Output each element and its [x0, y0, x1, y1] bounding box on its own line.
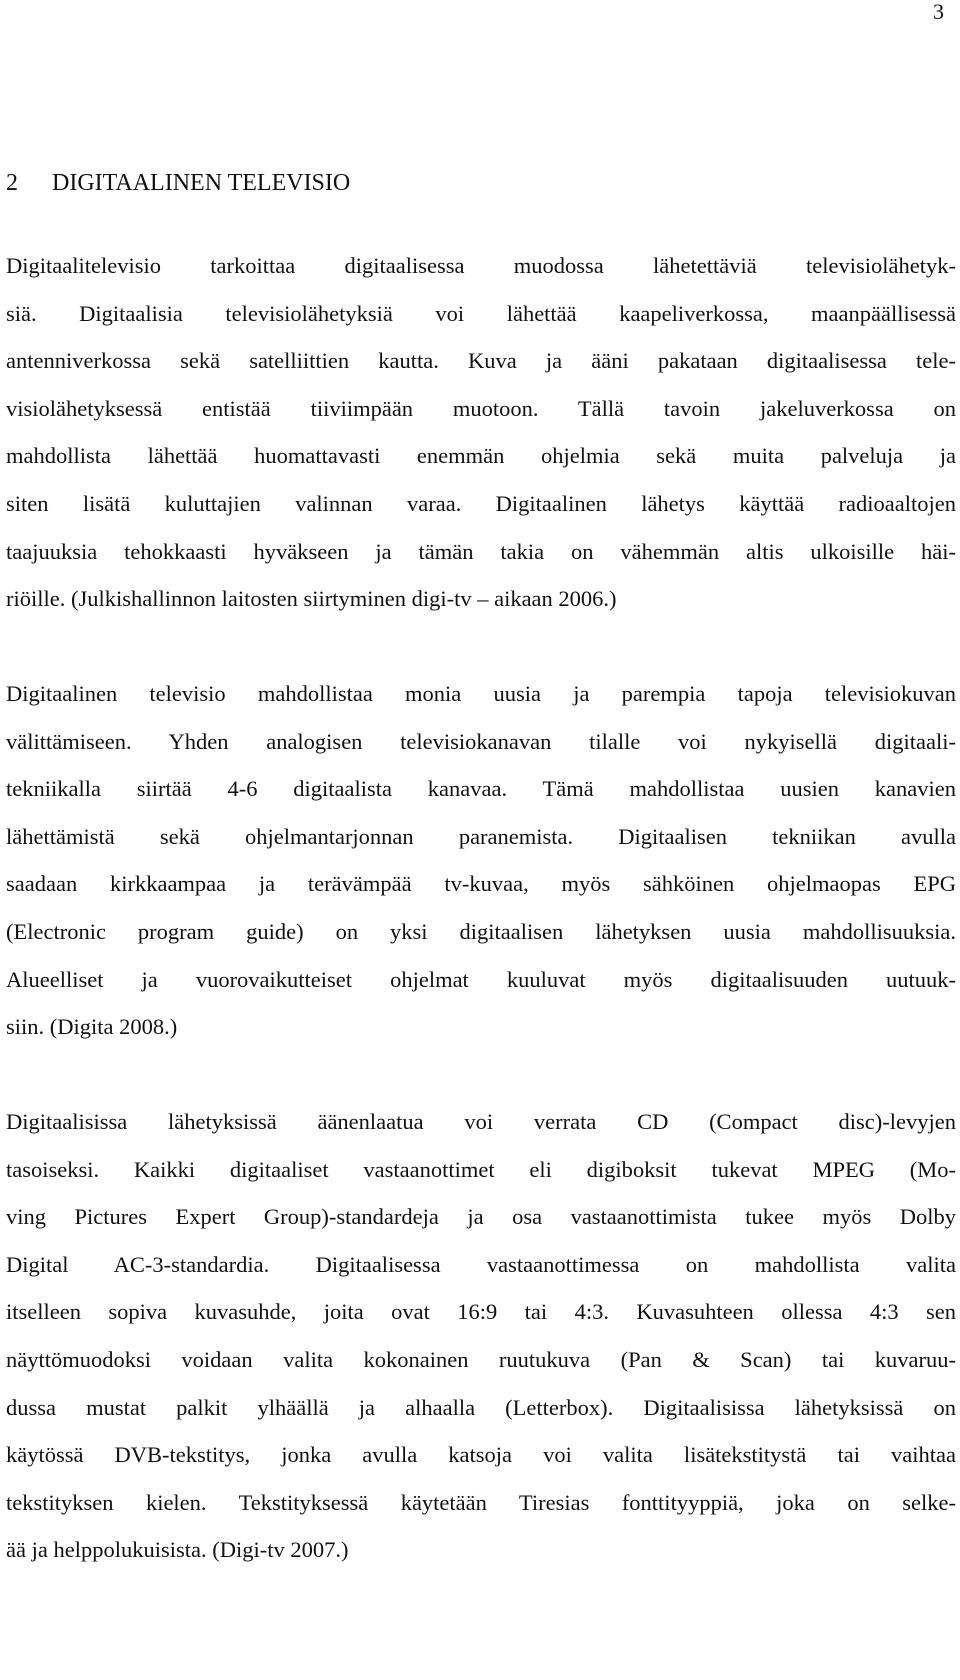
text-line: tekstityksen kielen. Tekstityksessä käytetään Tiresias fonttityyppiä, joka on selke-	[6, 1489, 956, 1515]
text-line: siä. Digitaalisia televisiolähetyksiä voi lähettää kaapeliverkossa, maanpäällisessä	[6, 300, 956, 326]
text-line: Digitaalinen televisio mahdollistaa monia uusia ja parempia tapoja televisiokuvan	[6, 681, 956, 706]
text-line: tekniikalla siirtää 4-6 digitaalista kanavaa. Tämä mahdollistaa uusien kanavien	[6, 776, 956, 802]
paragraph-3	[6, 1098, 956, 1574]
text-line: ää ja helppolukuisista. (Digi-tv 2007.)	[6, 1537, 349, 1563]
text-line: ving Pictures Expert Group)-standardeja ja osa vastaanottimista tukee myös Dolby	[6, 1204, 956, 1230]
paragraph-1	[6, 242, 956, 623]
text-line: siin. (Digita 2008.)	[6, 1014, 178, 1040]
text-line: visiolähetyksessä entistää tiiviimpään muotoon. Tällä tavoin jakeluverkossa on	[6, 395, 956, 421]
text-line: mahdollista lähettää huomattavasti enemmän ohjelmia sekä muita palveluja ja	[6, 443, 956, 469]
text-line: siten lisätä kuluttajien valinnan varaa. Digitaalinen lähetys käyttää radioaaltojen	[6, 490, 956, 516]
section-number: 2	[6, 170, 18, 196]
text-line: antenniverkossa sekä satelliittien kautta. Kuva ja ääni pakataan digitaalisessa tele-	[6, 348, 956, 374]
text-line: näyttömuodoksi voidaan valita kokonainen ruutukuva (Pan & Scan) tai kuvaruu-	[6, 1346, 956, 1372]
text-line: Digital AC-3-standardia. Digitaalisessa vastaanottimessa on mahdollista valita	[6, 1251, 956, 1277]
text-line: itselleen sopiva kuvasuhde, joita ovat 16:9 tai 4:3. Kuvasuhteen ollessa 4:3 sen	[6, 1299, 956, 1325]
text-line: tasoiseksi. Kaikki digitaaliset vastaanottimet eli digiboksit tukevat MPEG (Mo-	[6, 1156, 956, 1182]
text-line: riöille. (Julkishallinnon laitosten siirtyminen digi-tv – aikaan 2006.)	[6, 586, 617, 612]
text-line: Alueelliset ja vuorovaikutteiset ohjelmat kuuluvat myös digitaalisuuden uutuuk-	[6, 966, 956, 992]
text-line: käytössä DVB-tekstitys, jonka avulla katsoja voi valita lisätekstitystä tai vaihtaa	[6, 1442, 956, 1468]
paragraph-2	[6, 670, 956, 1051]
section-heading	[6, 168, 350, 198]
text-line: taajuuksia tehokkaasti hyväkseen ja tämän takia on vähemmän altis ulkoisille häi-	[6, 538, 956, 564]
text-line: Digitaalisissa lähetyksissä äänenlaatua voi verrata CD (Compact disc)-levyjen	[6, 1109, 956, 1134]
text-line: dussa mustat palkit ylhäällä ja alhaalla (Letterbox). Digitaalisissa lähetyksissä on	[6, 1394, 956, 1420]
text-line: välittämiseen. Yhden analogisen televisiokanavan tilalle voi nykyisellä digitaali-	[6, 728, 956, 754]
text-line: saadaan kirkkaampaa ja terävämpää tv-kuvaa, myös sähköinen ohjelmaopas EPG	[6, 871, 956, 897]
section-title: DIGITAALINEN TELEVISIO	[52, 170, 351, 196]
text-line: lähettämistä sekä ohjelmantarjonnan paranemista. Digitaalisen tekniikan avulla	[6, 823, 956, 849]
page-number: 3	[933, 0, 944, 24]
text-line: (Electronic program guide) on yksi digitaalisen lähetyksen uusia mahdollisuuksia.	[6, 918, 956, 944]
text-line: Digitaalitelevisio tarkoittaa digitaalisessa muodossa lähetettäviä televisiolähetyk-	[6, 253, 956, 278]
